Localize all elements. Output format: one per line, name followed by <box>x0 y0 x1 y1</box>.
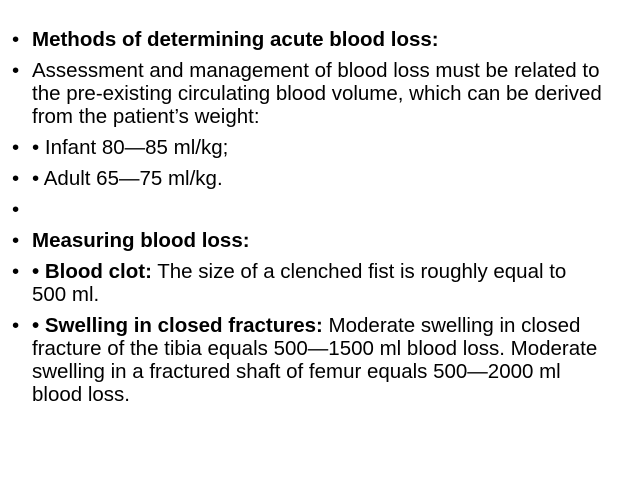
bullet-item-swelling <box>12 314 602 406</box>
bullet-item-empty <box>12 198 602 221</box>
bullet-marker: • <box>12 28 20 51</box>
bullet-text: • Infant 80—85 ml/kg; <box>32 136 229 159</box>
bullet-marker: • <box>12 136 20 159</box>
bullet-bold-text: • Swelling in closed fractures: <box>32 314 323 337</box>
bullet-text: The size of a clenched fist is roughly equal to 500 ml. <box>32 260 567 306</box>
bullet-item-blood-clot <box>12 260 602 306</box>
bullet-list <box>12 28 602 414</box>
bullet-bold-text: • Blood clot: <box>32 260 152 283</box>
bullet-bold-text: Methods of determining acute blood loss: <box>32 28 439 51</box>
bullet-item-methods-heading <box>12 28 602 51</box>
bullet-marker: • <box>12 314 20 337</box>
bullet-marker: • <box>12 198 20 221</box>
bullet-marker: • <box>12 260 20 283</box>
bullet-item-adult <box>12 167 602 190</box>
bullet-item-infant <box>12 136 602 159</box>
bullet-bold-text: Measuring blood loss: <box>32 229 250 252</box>
bullet-marker: • <box>12 229 20 252</box>
bullet-marker: • <box>12 167 20 190</box>
bullet-text: Assessment and management of blood loss must be related to the pre-existing circulating blood volume, which can be derived from the patient’s weight: <box>32 59 602 128</box>
bullet-text: Moderate swelling in closed fracture of the tibia equals 500—1500 ml blood loss. Moderate swelling in a fractured shaft of femur equals 500—2000 ml blood loss. <box>32 314 598 406</box>
bullet-text: • Adult 65—75 ml/kg. <box>32 167 223 190</box>
bullet-item-measuring-heading <box>12 229 602 252</box>
bullet-item-assessment <box>12 59 602 128</box>
bullet-marker: • <box>12 59 20 82</box>
